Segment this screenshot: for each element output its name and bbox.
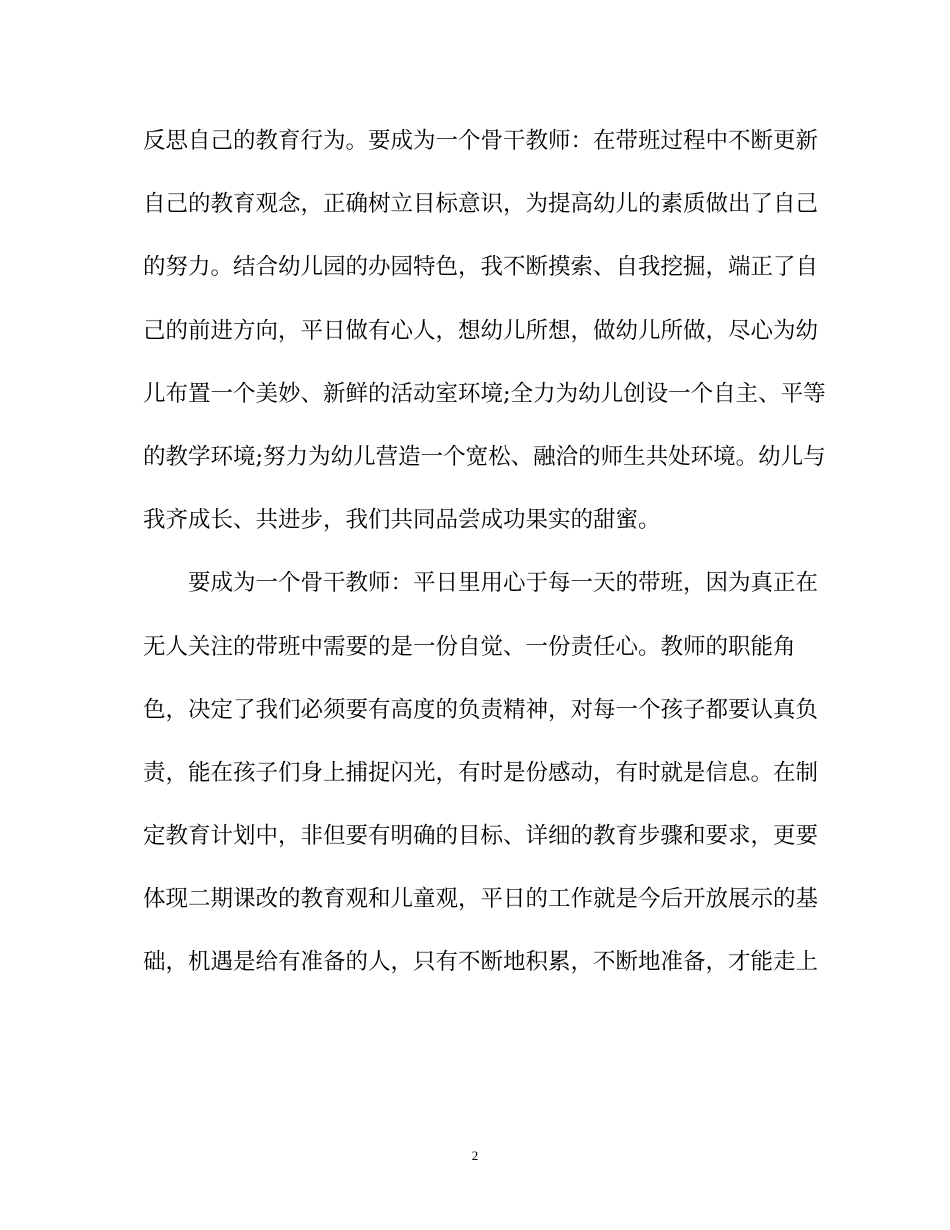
text-line: 儿布置一个美妙、新鲜的活动室环境;全力为幼儿创设一个自主、平等 — [143, 380, 826, 407]
text-line: 我齐成长、共进步，我们共同品尝成功果实的甜蜜。 — [143, 507, 661, 534]
text-line: 础，机遇是给有准备的人，只有不断地积累，不断地准备，才能走上 — [143, 949, 819, 976]
paragraph-start-line: 要成为一个骨干教师：平日里用心于每一天的带班，因为真正在 — [188, 570, 819, 597]
text-line: 反思自己的教育行为。要成为一个骨干教师：在带班过程中不断更新 — [143, 128, 819, 154]
text-line: 的努力。结合幼儿园的办园特色，我不断摸索、自我挖掘，端正了自 — [143, 254, 819, 281]
text-line: 自己的教育观念，正确树立目标意识，为提高幼儿的素质做出了自己 — [143, 191, 819, 218]
text-line: 责，能在孩子们身上捕捉闪光，有时是份感动，有时就是信息。在制 — [143, 759, 819, 786]
page-number: 2 — [471, 1148, 479, 1163]
text-line: 色，决定了我们必须要有高度的负责精神，对每一个孩子都要认真负 — [143, 696, 819, 723]
text-line: 的教学环境;努力为幼儿营造一个宽松、融洽的师生共处环境。幼儿与 — [143, 443, 826, 470]
text-line: 定教育计划中，非但要有明确的目标、详细的教育步骤和要求，更要 — [143, 823, 819, 850]
text-line: 体现二期课改的教育观和儿童观，平日的工作就是今后开放展示的基 — [143, 886, 819, 913]
text-line: 无人关注的带班中需要的是一份自觉、一份责任心。教师的职能角 — [143, 633, 796, 660]
text-line: 己的前进方向，平日做有心人，想幼儿所想，做幼儿所做，尽心为幼 — [143, 317, 819, 344]
body-text — [143, 110, 826, 995]
